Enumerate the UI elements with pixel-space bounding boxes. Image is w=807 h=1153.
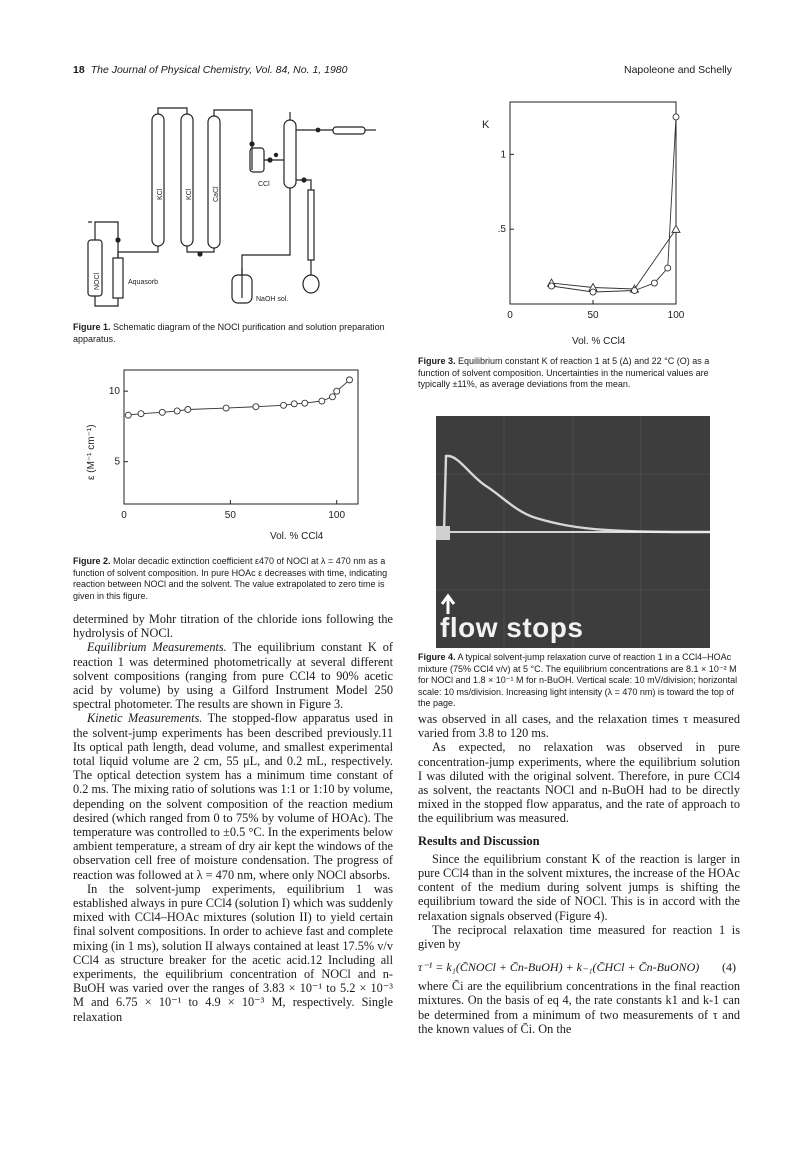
figure3-point-circle	[549, 283, 555, 289]
paragraph: where C̄i are the equilibrium concentrations in the final reaction mixtures. On the basis of eq 4, the rate constants k1 and k-1 can be determined from a minimum of two measurements of τ and the known values of C̄i. On the	[418, 979, 740, 1036]
paragraph: The reciprocal relaxation time measured for reaction 1 is given by	[418, 922, 740, 952]
figure3-point-circle	[673, 114, 679, 120]
figure2-caption: Figure 2. Molar decadic extinction coefficient ε470 of NOCl at λ = 470 nm as a function of solvent composition. In pure HOAc ε decreases with time, indicating reaction between NOCl and the solvent. The value extrapolated to zero time is given in this figure.	[73, 556, 388, 601]
label-naoh: NaOH sol.	[256, 296, 289, 303]
left-column-text	[73, 612, 393, 1024]
figure2-point-circle	[302, 400, 308, 406]
figure2-point-circle	[185, 406, 191, 412]
paragraph: In the solvent-jump experiments, equilibrium 1 was established always in pure CCl4 (solution I) which was suddenly mixed with CCl4–HOAc mixtures (solution II) to yield certain final solvent compositions. In order to achieve fast and complete mixing (in 1 ms), solution II always contained at least 17.5% v/v CCl4 as structure breaker for the acetic acid.12 Including all experiments, the equilibrium concentration of NOCl and n-BuOH was varied over the ranges of 3.83 × 10⁻¹ to 5.2 × 10⁻³ M and 6.75 × 10⁻¹ to 4.9 × 10⁻³ M, respectively. Single relaxation	[73, 881, 393, 1024]
label-cacl2: CaCl	[213, 186, 220, 202]
figure2-chart	[82, 362, 382, 548]
figure2-x-tick-label: 100	[328, 510, 346, 521]
figure2-point-circle	[174, 408, 180, 414]
paragraph: was observed in all cases, and the relaxation times τ measured varied from 3.8 to 120 ms.	[418, 712, 740, 741]
figure2-x-tick-label: 0	[121, 510, 127, 521]
label-nocl: NOCl	[94, 272, 101, 290]
figure3-series-line	[552, 117, 677, 292]
figure3-xlabel: Vol. % CCl4	[572, 336, 626, 347]
stopcock-coil	[333, 127, 365, 134]
figure3-x-tick-label: 50	[587, 310, 599, 321]
kcl-column-1	[152, 114, 164, 246]
paragraph: As expected, no relaxation was observed in pure concentration-jump experiments, where the equilibrium solution I was diluted with the original solvent. Therefore, in pure CCl4 as solvent, the reactants NOCl and n-BuOH had to be directly mixed in the stopped flow apparatus, and the rate of approach to the equilibrium was measured.	[418, 740, 740, 826]
figure2-point-circle	[125, 412, 131, 418]
figure2-point-circle	[291, 401, 297, 407]
figure3-point-circle	[651, 280, 657, 286]
figure1-caption: Figure 1. Schematic diagram of the NOCl purification and solution preparation apparatus.	[73, 322, 385, 344]
flow-stops-label: flow stops	[440, 612, 584, 643]
equation-4: τ⁻¹ = k₁(C̄NOCl + C̄n-BuOH) + k₋₁(C̄HCl + C̄n-BuONO)	[418, 960, 700, 975]
figure3-point-circle	[590, 289, 596, 295]
page-number: 18	[73, 64, 85, 76]
paragraph: Equilibrium Measurements. The equilibrium constant K of reaction 1 was determined photometrically at several different solvent compositions (ranging from pure CCl4 to 90% acetic acid by volume) by using a Gilford Instrument Model 250 spectral photometer. The results are shown in Figure 3.	[73, 640, 393, 712]
label-kcl-2: KCl	[186, 188, 193, 200]
aquasorb-tube	[113, 258, 123, 298]
running-header	[73, 64, 347, 76]
equation-block	[418, 957, 740, 979]
figure2-frame	[124, 370, 358, 504]
figure4-caption: Figure 4. A typical solvent-jump relaxation curve of reaction 1 in a CCl4–HOAc mixture (75% CCl4 v/v) at 5 °C. The equilibrium concentrations are 8.1 × 10⁻² M for NOCl and 1.8 × 10⁻¹ M for n-BuOH. Vertical scale: 10 mV/division; horizontal scale: 10 ms/division. Increasing light intensity (λ = 470 nm) is toward the top of the page.	[418, 652, 738, 708]
figure3-point-circle	[665, 265, 671, 271]
figure2-point-circle	[281, 402, 287, 408]
figure2-point-circle	[159, 409, 165, 415]
figure3-frame	[510, 102, 676, 304]
paragraph: Since the equilibrium constant K of the reaction is larger in pure CCl4 than in the solvent mixtures, the increase of the HOAc content of the medium during solvent jumps is shifting the equilibrium toward the side of NOCl. This is in accord with the relaxation signals observed (Figure 4).	[418, 851, 740, 923]
figure2-xlabel: Vol. % CCl4	[270, 531, 324, 542]
relaxation-trace	[444, 456, 710, 532]
figure2-point-circle	[319, 398, 325, 404]
burette	[308, 190, 314, 260]
receiver-flask	[303, 275, 319, 293]
figure3-y-tick-label: .5	[497, 224, 506, 236]
figure2-point-circle	[329, 394, 335, 400]
figure3-ylabel: K	[482, 119, 490, 131]
figure4-oscilloscope-photo	[436, 416, 710, 648]
kcl-column-2	[181, 114, 193, 246]
figure3-point-triangle	[672, 225, 680, 232]
paragraph: determined by Mohr titration of the chloride ions following the hydrolysis of NOCl.	[73, 612, 393, 641]
figure2-point-circle	[346, 377, 352, 383]
figure3-x-tick-label: 0	[507, 310, 513, 321]
figure2-y-tick-label: 10	[108, 386, 120, 398]
figure2-point-circle	[334, 388, 340, 394]
label-ccl4: CCl	[258, 181, 270, 188]
figure3-caption: Figure 3. Equilibrium constant K of reaction 1 at 5 (Δ) and 22 °C (O) as a function of solvent composition. Uncertainties in the numerical values are typically ±11%, as average deviations from the mean.	[418, 356, 710, 389]
equation-number: (4)	[722, 960, 736, 975]
main-vessel	[284, 120, 296, 188]
figure1-apparatus-diagram	[78, 100, 398, 315]
figure2-point-circle	[223, 405, 229, 411]
figure2-y-tick-label: 5	[114, 456, 120, 468]
figure3-y-tick-label: 1	[500, 149, 506, 161]
label-kcl-1: KCl	[157, 188, 164, 200]
cacl2-column	[208, 116, 220, 248]
right-column-text	[418, 712, 740, 1036]
figure3-x-tick-label: 100	[667, 310, 685, 321]
figure3-chart	[470, 92, 710, 354]
paragraph: Kinetic Measurements. The stopped-flow apparatus used in the solvent-jump experiments has been described previously.11 Its optical path length, dead volume, and smallest experimental total liquid volume are 2 cm, 55 μL, and 0.2 mL, respectively. The optical detection system has a minimum time constant of 0.2 ms. The mixing ratio of solutions was 1:1 or 1:10 by volume, depending on the solvent composition of the reaction medium desired (which ranged from 0 to 75% by volume of HOAc). The temperature was controlled to ±0.5 °C. In the experiments below ambient temperature, a stream of dry air kept the windows of the observation cell free of moisture condensation. The progress of reaction was followed at λ = 470 nm, where only NOCl absorbs.	[73, 711, 393, 882]
figure2-ylabel: ε (M⁻¹ cm⁻¹)	[86, 424, 97, 480]
running-header-authors: Napoleone and Schelly	[624, 64, 732, 76]
label-aquasorb: Aquasorb	[128, 279, 158, 286]
figure3-point-circle	[632, 288, 638, 294]
figure2-x-tick-label: 50	[224, 510, 236, 521]
journal-title: The Journal of Physical Chemistry, Vol. 84, No. 1, 1980	[90, 64, 348, 76]
figure2-point-circle	[253, 404, 259, 410]
figure2-point-circle	[138, 411, 144, 417]
section-heading: Results and Discussion	[418, 833, 540, 848]
